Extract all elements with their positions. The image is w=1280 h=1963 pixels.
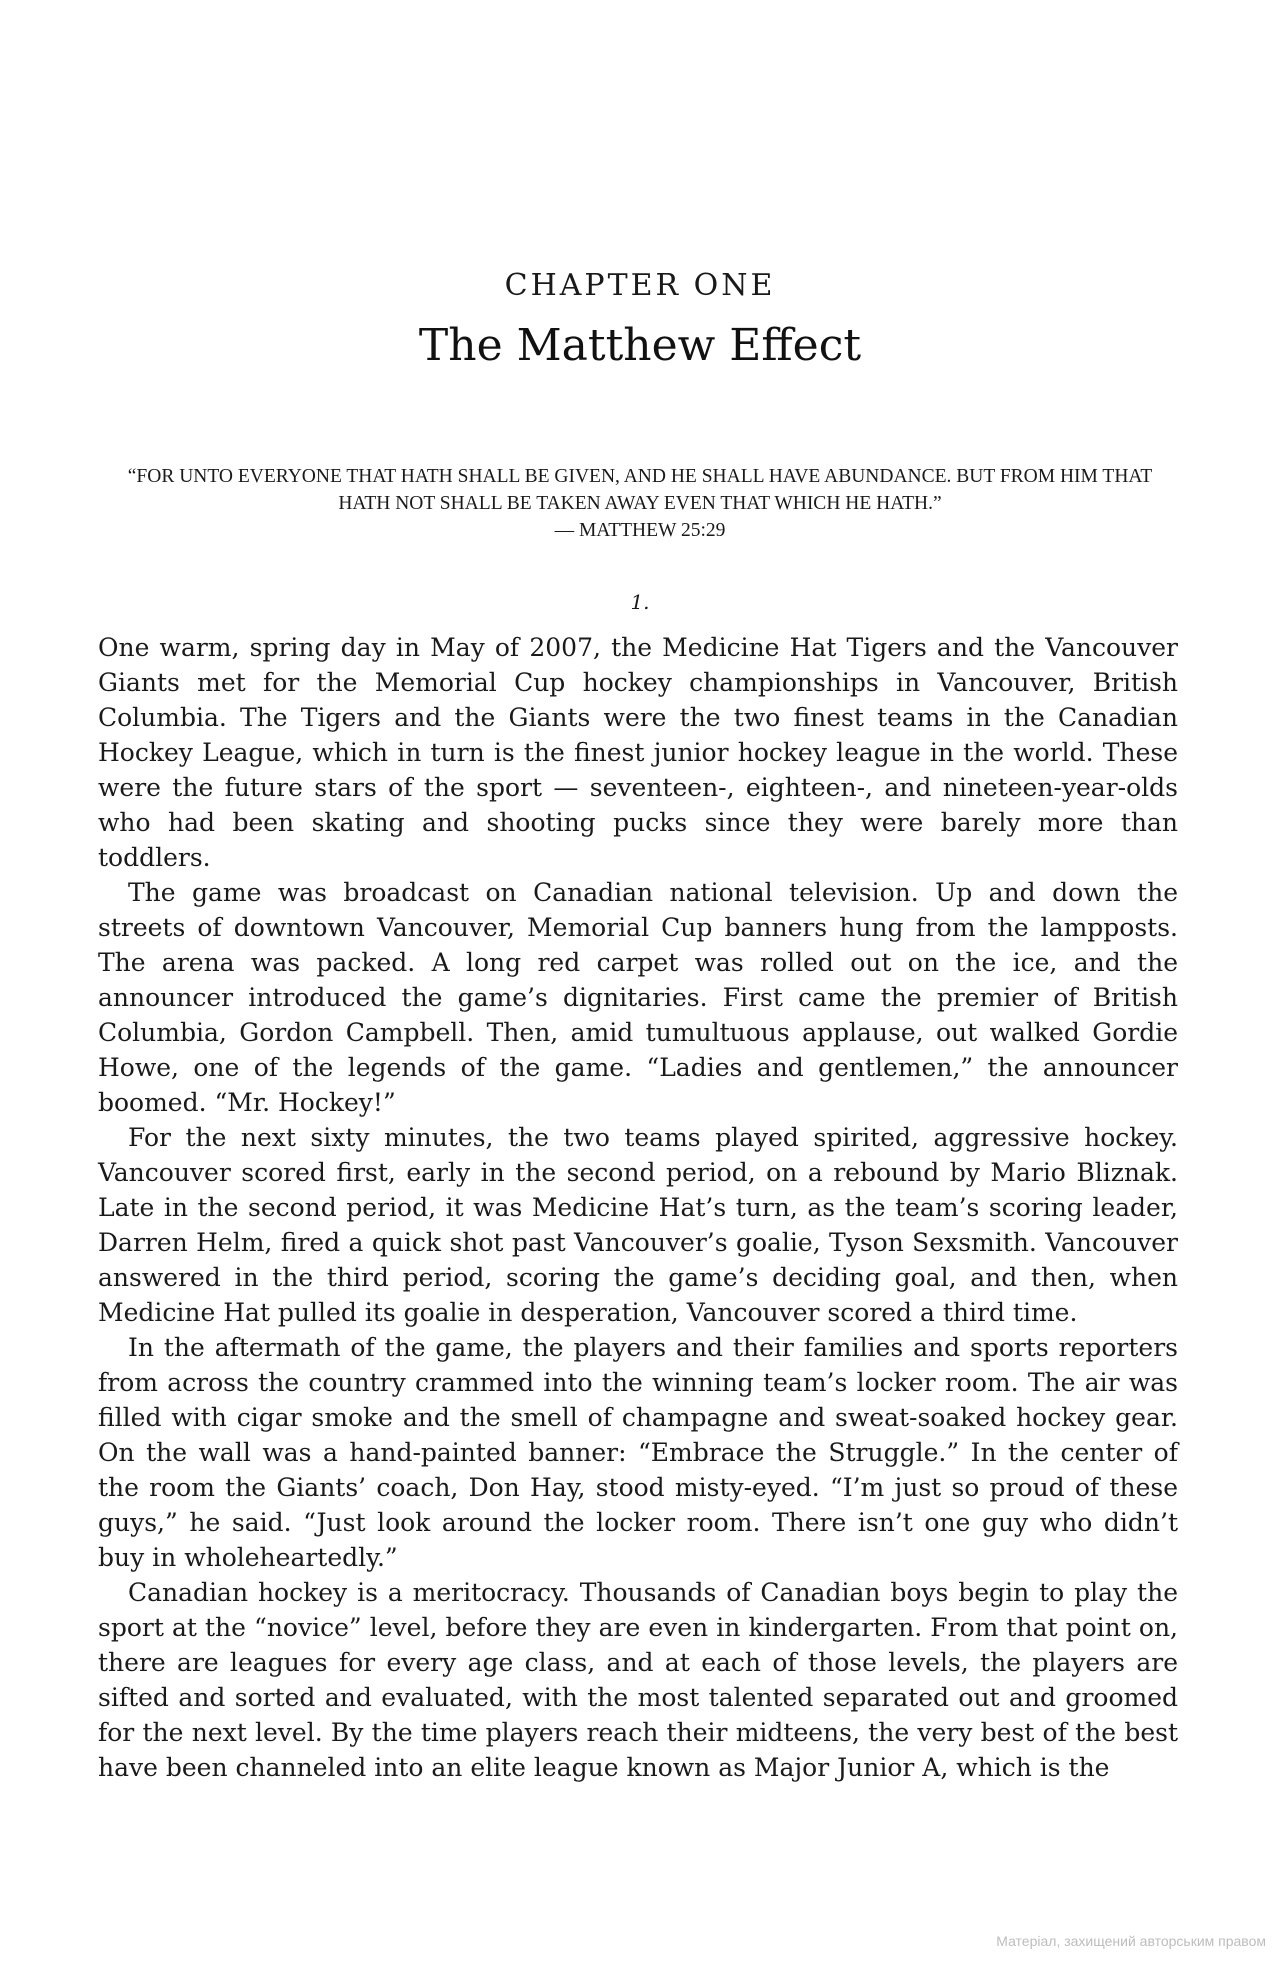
chapter-body <box>98 630 1178 1785</box>
paragraph: In the aftermath of the game, the players and their families and sports reporters from across the country crammed into the winning team’s locker room. The air was filled with cigar smoke and the smell of champagne and sweat-soaked hockey gear. On the wall was a hand-painted banner: “Embrace the Struggle.” In the center of the room the Giants’ coach, Don Hay, stood misty-eyed. “I’m just so proud of these guys,” he said. “Just look around the locker room. There isn’t one guy who didn’t buy in wholeheartedly.” <box>98 1333 1178 1572</box>
copyright-watermark: Матеріал, захищений авторським правом <box>996 1933 1266 1949</box>
paragraph: The game was broadcast on Canadian national television. Up and down the streets of downtown Vancouver, Memorial Cup banners hung from the lampposts. The arena was packed. A long red carpet was rolled out on the ice, and the announcer introduced the game’s dignitaries. First came the premier of British Columbia, Gordon Campbell. Then, amid tumultuous applause, out walked Gordie Howe, one of the legends of the game. “Ladies and gentlemen,” the announcer boomed. “Mr. Hockey!” <box>98 878 1178 1117</box>
section-number: 1. <box>630 590 650 614</box>
epigraph-quote: “FOR UNTO EVERYONE THAT HATH SHALL BE GIVEN, AND HE SHALL HAVE ABUNDANCE. BUT FROM HIM THAT HATH NOT SHALL BE TAKEN AWAY EVEN THAT WHICH HE HATH.” <box>127 466 1153 514</box>
paragraph: One warm, spring day in May of 2007, the Medicine Hat Tigers and the Vancouver Giants met for the Memorial Cup hockey championships in Vancouver, British Columbia. The Tigers and the Giants were the two finest teams in the Canadian Hockey League, which in turn is the finest junior hockey league in the world. These were the future stars of the sport — seventeen-, eighteen-, and nineteen-year-olds who had been skating and shooting pucks since they were barely more than toddlers. <box>98 633 1178 872</box>
chapter-title: The Matthew Effect <box>418 320 862 371</box>
paragraph: For the next sixty minutes, the two teams played spirited, aggressive hockey. Vancouver scored first, early in the second period, on a rebound by Mario Bliznak. Late in the second period, it was Medicine Hat’s turn, as the team’s scoring leader, Darren Helm, fired a quick shot past Vancouver’s goalie, Tyson Sexsmith. Vancouver answered in the third period, scoring the game’s deciding goal, and then, when Medicine Hat pulled its goalie in desperation, Vancouver scored a third time. <box>98 1123 1178 1327</box>
paragraph: Canadian hockey is a meritocracy. Thousands of Canadian boys begin to play the sport at the “novice” level, before they are even in kindergarten. From that point on, there are leagues for every age class, and at each of those levels, the players are sifted and sorted and evaluated, with the most talented separated out and groomed for the next level. By the time players reach their midteens, the very best of the best have been channeled into an elite league known as Major Junior A, which is the <box>98 1578 1178 1782</box>
epigraph-source: — MATTHEW 25:29 <box>554 520 726 541</box>
epigraph <box>120 463 1160 544</box>
chapter-label: CHAPTER ONE <box>504 268 776 303</box>
